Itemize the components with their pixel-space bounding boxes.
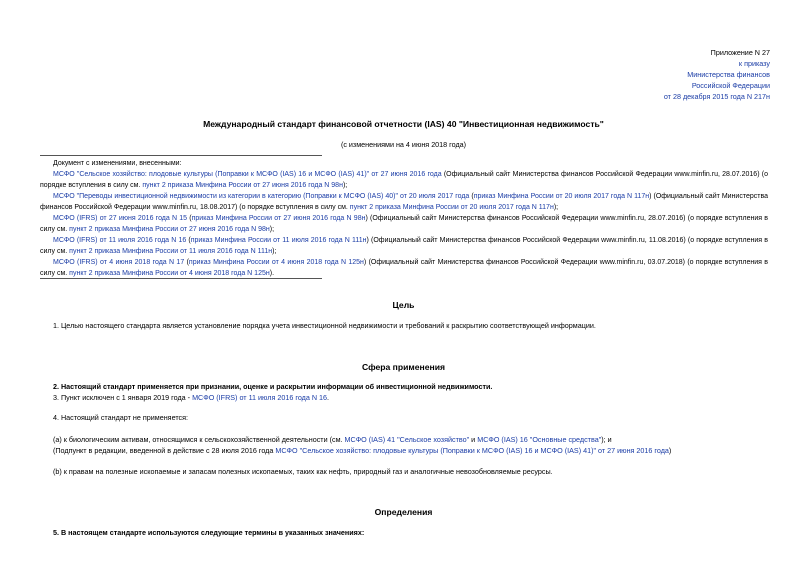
change-5-text-b: ) (Официальный сайт Министерства финансов Российской Федерации www.minfin.ru, 03.07.2018) (о порядке вступления в силу см. [40,259,768,277]
section-heading-definitions: Определения [374,507,433,517]
appendix-number: Приложение N 27 [710,48,770,57]
subparagraph-b: (b) к правам на полезные ископаемые и запасам полезных ископаемых, таких как нефть, природный газ и аналогичные невозобновляемые ресурсы. [53,467,553,476]
change-2-text-b: ) (Официальный сайт Министерства финансов Российской Федерации www.minfin.ru, 18.08.2017) (о порядке вступления в силу см. [40,193,768,211]
paragraph-1: 1. Целью настоящего стандарта является установление порядка учета инвестиционной недвижимости и требований к раскрытию соответствующей информации. [53,321,596,330]
paragraph-2: 2. Настоящий стандарт применяется при признании, оценке и раскрытии информации об инвестиционной недвижимости. [53,382,493,391]
subparagraph-a [53,434,773,445]
change-1-tail: ); [342,182,348,189]
change-1-order-link[interactable]: пункт 2 приказа Минфина России от 27 июня 2016 года N 98н [142,182,343,189]
appendix-country-link[interactable]: Российской Федерации [691,81,770,90]
changes-block [40,158,768,279]
changes-top-divider [40,155,322,156]
section-heading-scope: Сфера применения [361,362,445,372]
document-title: Международный стандарт финансовой отчетности (IAS) 40 "Инвестиционная недвижимость" [203,119,604,129]
appendix-date-link[interactable]: от 28 декабря 2015 года N 217н [663,92,770,101]
subparagraph-a-note-tail: ) [668,446,672,455]
change-3-doc-link[interactable]: МСФО (IFRS) от 27 июня 2016 года N 15 [53,215,188,222]
subparagraph-a-note [53,445,773,456]
change-4-clause-link[interactable]: пункт 2 приказа Минфина России от 11 июля 2016 года N 111н [69,248,273,255]
ias16-link[interactable]: МСФО (IAS) 16 "Основные средства" [477,435,602,444]
change-1-doc-link[interactable]: МСФО "Сельское хозяйство: плодовые культуры (Поправки к МСФО (IAS) 16 и МСФО (IAS) 41)" от 27 июня 2016 года [53,171,442,178]
change-entry-2 [40,191,768,213]
changes-header: Документ с изменениями, внесенными: [53,160,182,167]
section-heading-goal: Цель [392,300,415,310]
change-2-text-a: ( [469,193,474,200]
subparagraph-a-text: (a) к биологическим активам, относящимся к сельскохозяйственной деятельности (см. [53,435,345,444]
change-3-tail: ); [269,226,275,233]
paragraph-3-tail: . [327,393,330,402]
change-4-doc-link[interactable]: МСФО (IFRS) от 11 июля 2016 года N 16 [53,237,187,244]
subparagraph-a-note-text: (Подпункт в редакции, введенной в действие с 28 июля 2016 года [53,446,276,455]
ias41-link[interactable]: МСФО (IAS) 41 "Сельское хозяйство" [344,435,470,444]
paragraph-3 [53,392,773,403]
change-4-text-b: ) (Официальный сайт Министерства финансов Российской Федерации www.minfin.ru, 11.08.2016) (о порядке вступления в силу см. [40,237,768,255]
change-3-text-a: ( [187,215,192,222]
change-5-order-link[interactable]: приказ Минфина России от 4 июня 2018 года N 125н [188,259,364,266]
change-2-tail: ); [553,204,559,211]
change-5-doc-link[interactable]: МСФО (IFRS) от 4 июня 2018 года N 17 [53,259,185,266]
document-subtitle: (с изменениями на 4 июня 2018 года) [340,140,467,149]
appendix-order-link[interactable]: к приказу [738,59,770,68]
subparagraph-a-tail: ); и [601,435,612,444]
change-2-doc-link[interactable]: МСФО "Переводы инвестиционной недвижимости из категории в категорию (Поправки к МСФО (IAS) 40)" от 20 июля 2017 года [53,193,470,200]
paragraph-5: 5. В настоящем стандарте используются следующие термины в указанных значениях: [53,528,365,537]
change-entry-3 [40,213,768,235]
paragraph-4: 4. Настоящий стандарт не применяется: [53,413,189,422]
change-4-order-link[interactable]: приказ Минфина России от 11 июля 2016 года N 111н [190,237,367,244]
change-2-clause-link[interactable]: пункт 2 приказа Минфина России от 20 июля 2017 года N 117н [349,204,554,211]
change-4-tail: ); [272,248,277,255]
appendix-ministry-link[interactable]: Министерства финансов [687,70,770,79]
change-1-text: (Официальный сайт Министерства финансов Российской Федерации www.minfin.ru, 28.07.2016) (о порядке вступления в силу см. [40,171,768,189]
change-3-order-link[interactable]: приказ Минфина России от 27 июня 2016 года N 98н [191,215,366,222]
paragraph-3-text: 3. Пункт исключен с 1 января 2019 года - [53,393,193,402]
change-5-clause-link[interactable]: пункт 2 приказа Минфина России от 4 июня 2018 года N 125н [69,270,270,277]
paragraph-3-link[interactable]: МСФО (IFRS) от 11 июля 2016 года N 16 [192,393,328,402]
appendix-block [664,47,770,102]
changes-bottom-divider [40,278,322,279]
change-3-clause-link[interactable]: пункт 2 приказа Минфина России от 27 июня 2016 года N 98н [69,226,270,233]
change-2-order-link[interactable]: приказ Минфина России от 20 июля 2017 года N 117н [473,193,650,200]
change-3-text-b: ) (Официальный сайт Министерства финансов Российской Федерации www.minfin.ru, 28.07.2016) (о порядке вступления в силу см. [40,215,768,233]
change-5-text-a: ( [184,259,189,266]
amendment-link[interactable]: МСФО "Сельское хозяйство: плодовые культуры (Поправки к МСФО (IAS) 16 и МСФО (IAS) 41)" от 27 июня 2016 года [275,446,669,455]
subparagraph-a-and: и [469,435,478,444]
change-5-tail: ). [269,270,275,277]
change-entry-4 [40,235,768,257]
change-4-text-a: ( [186,237,191,244]
change-entry-1 [40,169,768,191]
change-entry-5 [40,257,768,279]
